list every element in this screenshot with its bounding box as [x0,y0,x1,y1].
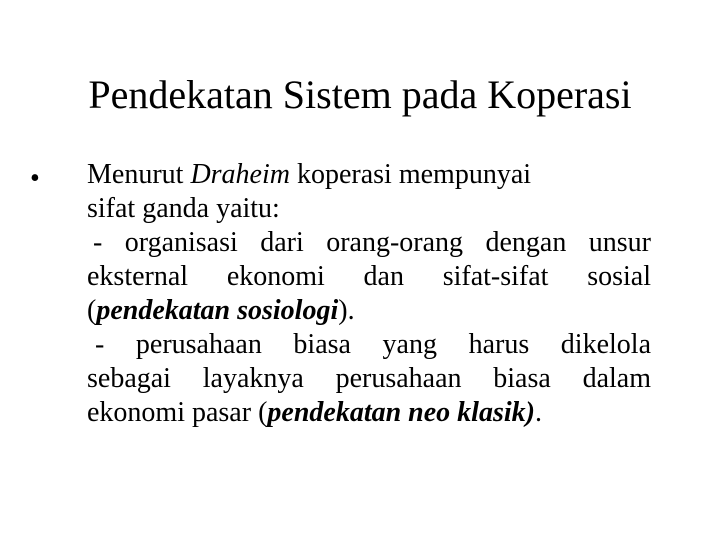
text-line-1 [87,158,651,192]
author-name: Draheim [190,159,290,190]
text-line-7: sebagai layaknya perusahaan biasa dalam [87,363,651,394]
line8-text-before: ekonomi pasar ( [87,397,268,428]
neoclassical-approach-term: pendekatan neo klasik) [267,397,535,428]
line8-period: . [534,397,542,428]
text-line-8 [87,396,651,430]
text-line-3: - organisasi dari orang-orang dengan unsur [93,227,651,258]
line5-close-paren: ). [338,295,355,326]
text-line-6: - perusahaan biasa yang harus dikelola [95,329,651,360]
bullet-paragraph [87,158,651,430]
text-line-2: sifat ganda yaitu: [87,193,280,224]
bullet-icon: • [30,163,40,194]
text-line-4: eksternal ekonomi dan sifat-sifat sosial [87,261,651,292]
line5-open-paren: ( [87,295,97,326]
sociology-approach-term: pendekatan sosiologi [96,295,339,326]
line1-text-after: koperasi mempunyai [289,159,532,190]
text-line-5 [87,294,651,328]
line1-text-before: Menurut [87,159,191,190]
slide-title: Pendekatan Sistem pada Koperasi [88,72,632,117]
